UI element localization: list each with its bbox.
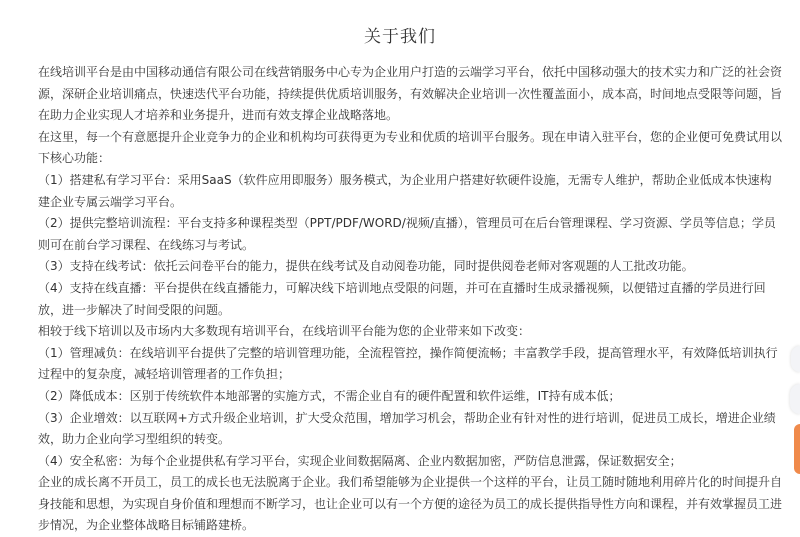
floating-tool-button[interactable] <box>791 346 800 372</box>
feature-item-2: （2）提供完整培训流程：平台支持多种课程类型（PPT/PDF/WORD/视频/直播），管理员可在后台管理课程、学习资源、学员等信息；学员则可在前台学习课程、在线练习与考试。 <box>38 216 776 252</box>
feature-item-1: （1）搭建私有学习平台：采用SaaS（软件应用即服务）服务模式，为企业用户搭建好软硬件设施，无需专人维护，帮助企业低成本快速构建企业专属云端学习平台。 <box>38 172 772 209</box>
page-title: 关于我们 <box>364 27 436 47</box>
benefit-item-1: （1）管理减负：在线培训平台提供了完整的培训管理功能，全流程管控，操作简便流畅；丰富教学手段，提高管理水平，有效降低培训执行过程中的复杂度，减轻培训管理者的工作负担； <box>38 345 778 382</box>
offer-paragraph: 在这里，每一个有意愿提升企业竞争力的企业和机构均可获得更为专业和优质的培训平台服务。现在申请入驻平台，您的企业便可免费试用以下核心功能： <box>38 129 783 166</box>
benefit-item-3: （3）企业增效：以互联网+方式升级企业培训，扩大受众范围，增加学习机会，帮助企业有针对性的进行培训，促进员工成长，增进企业绩效，助力企业向学习型组织的转变。 <box>38 410 776 447</box>
feature-item-3: （3）支持在线考试：依托云问卷平台的能力，提供在线考试及自动阅卷功能，同时提供阅卷老师对客观题的人工批改功能。 <box>38 259 694 274</box>
feature-item-4: （4）支持在线直播：平台提供在线直播能力，可解决线下培训地点受限的问题，并可在直播时生成录播视频，以便错过直播的学员进行回放，进一步解决了时间受限的问题。 <box>38 280 766 317</box>
about-content <box>38 62 782 537</box>
floating-tool-button[interactable] <box>790 384 800 414</box>
intro-paragraph: 在线培训平台是由中国移动通信有限公司在线营销服务中心专为企业用户打造的云端学习平台，依托中国移动强大的技术实力和广泛的社会资源，深研企业培训痛点，快速迭代平台功能，持续提供优质培训服务，有效解决企业培训一次性覆盖面小，成本高，时间地点受限等问题，旨在助力企业实现人才培养和业务提升，进而有效支撑企业战略落地。 <box>38 65 783 123</box>
benefit-item-4: （4）安全私密：为每个企业提供私有学习平台，实现企业间数据隔离、企业内数据加密，严防信息泄露，保证数据安全； <box>38 453 682 468</box>
benefit-item-2: （2）降低成本：区别于传统软件本地部署的实施方式，不需企业自有的硬件配置和软件运维，IT持有成本低； <box>38 388 621 403</box>
floating-service-button[interactable] <box>794 424 800 474</box>
closing-paragraph: 企业的成长离不开员工，员工的成长也无法脱离于企业。我们希望能够为企业提供一个这样的平台，让员工随时随地利用碎片化的时间提升自身技能和思想，为实现自身价值和理想而不断学习，也让企业可以有一个方便的途径为员工的成长提供指导性方向和课程，并有效掌握员工进步情况，为企业整体战略目标铺路建桥。 <box>38 475 783 533</box>
benefits-intro-paragraph: 相较于线下培训以及市场内大多数现有培训平台，在线培训平台能为您的企业带来如下改变： <box>38 324 531 339</box>
